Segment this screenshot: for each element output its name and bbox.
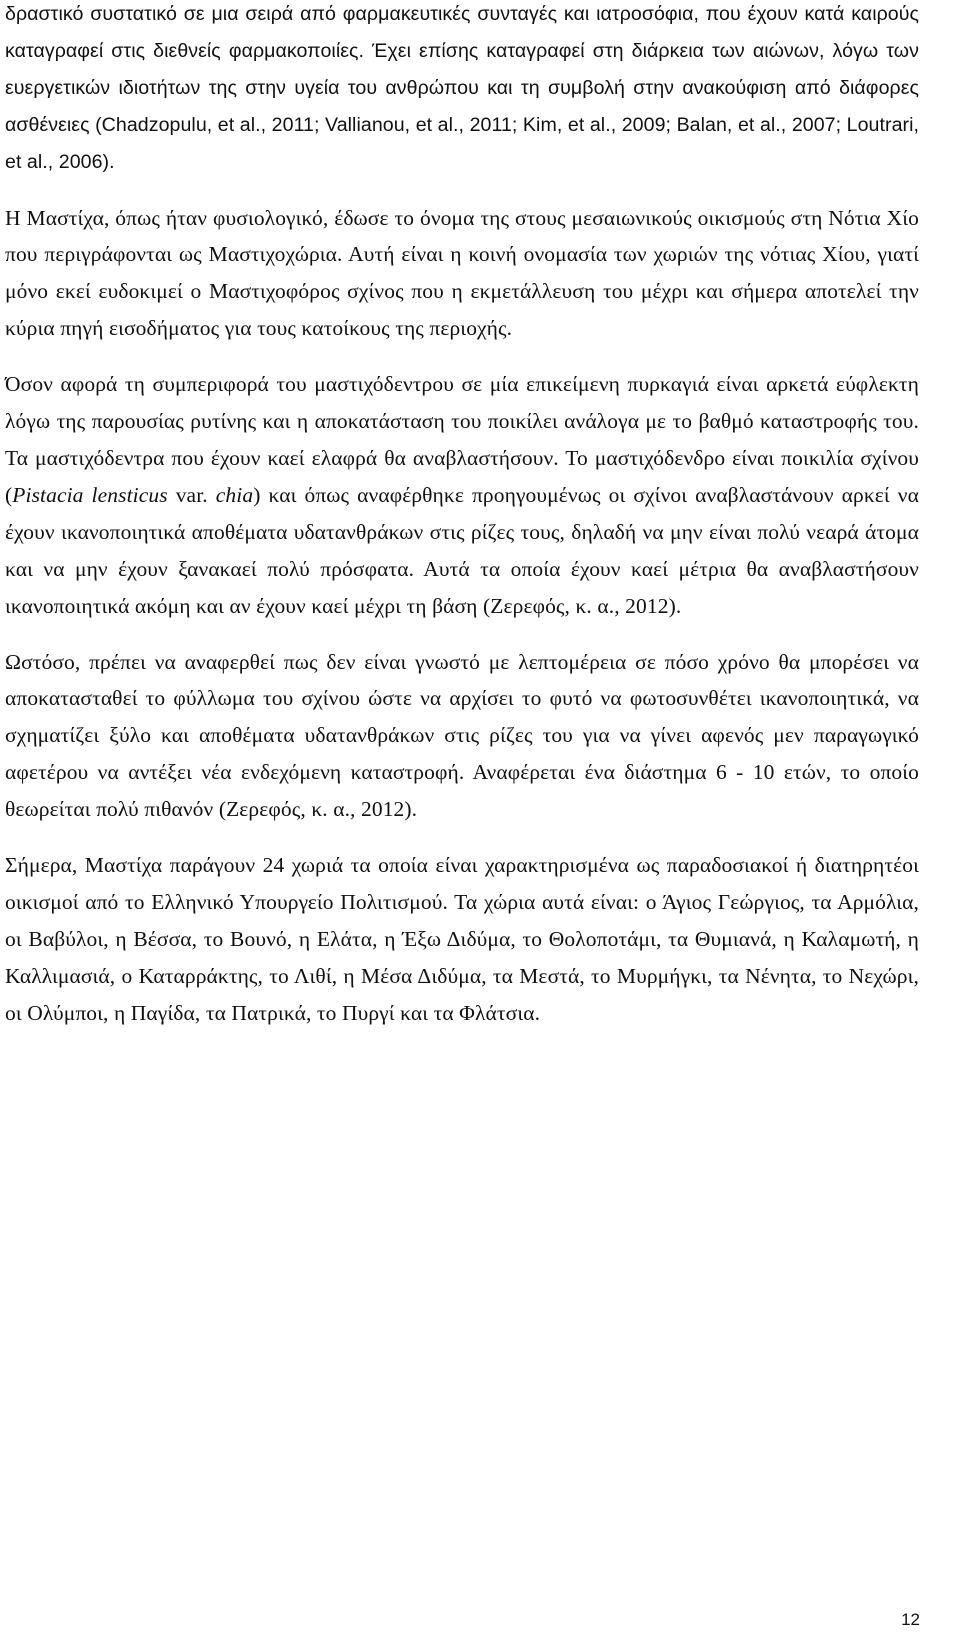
paragraph-3-text-before: Όσον αφορά τη συμπεριφορά του μαστιχόδεντρου σε μία επικείμενη πυρκαγιά είναι αρκετά εύφλεκτη λόγω της παρουσίας ρυτίνης και η αποκατάσταση του ποικίλει ανάλογα με το βαθμό καταστροφής του. Τα μαστιχόδεντρα που έχουν καεί ελαφρά θα αναβλαστήσουν. Το μαστιχόδενδρο είναι ποικιλία σχίνου ( [5, 372, 919, 507]
paragraph-3 [5, 366, 919, 624]
species-name: Pistacia lensticus [12, 482, 168, 507]
var-label: var. [167, 482, 216, 507]
page-number: 12 [901, 1610, 920, 1629]
paragraph-5: Σήμερα, Μαστίχα παράγουν 24 χωριά τα οποία είναι χαρακτηρισμένα ως παραδοσιακοί ή διατηρητέοι οικισμοί από το Ελληνικό Υπουργείο Πολιτισμού. Τα χώρια αυτά είναι: ο Άγιος Γεώργιος, τα Αρμόλια, οι Βαβύλοι, η Βέσσα, το Βουνό, η Ελάτα, η Έξω Διδύμα, το Θολοποτάμι, τα Θυμιανά, η Καλαμωτή, η Καλλιμασιά, ο Καταρράκτης, το Λιθί, η Μέσα Διδύμα, τα Μεστά, το Μυρμήγκι, τα Νένητα, το Νεχώρι, οι Ολύμποι, η Παγίδα, τα Πατρικά, το Πυργί και τα Φλάτσια. [5, 853, 919, 1025]
paragraph-3-text-after: ) και όπως αναφέρθηκε προηγουμένως οι σχίνοι αναβλαστάνουν αρκεί να έχουν ικανοποιητικά αποθέματα υδατανθράκων στις ρίζες τους, δηλαδή να μην είναι πολύ νεαρά άτομα και να μην έχουν ξανακαεί πολύ πρόσφατα. Αυτά τα οποία έχουν καεί μέτρια θα αναβλαστήσουν ικανοποιητικά ακόμη και αν έχουν καεί μέχρι τη βάση (Ζερεφός, κ. α., 2012). [5, 482, 919, 618]
paragraph-1: δραστικό συστατικό σε μια σειρά από φαρμακευτικές συνταγές και ιατροσόφια, που έχουν κατά καιρούς καταγραφεί στις διεθνείς φαρμακοποιίες. Έχει επίσης καταγραφεί στη διάρκεια των αιώνων, λόγω των ευεργετικών ιδιοτήτων της στην υγεία του ανθρώπου και τη συμβολή στην ανακούφιση από διάφορες ασθένειες (Chadzopulu, et al., 2011; Vallianou, et al., 2011; Kim, et al., 2009; Balan, et al., 2007; Loutrari, et al., 2006). [5, 3, 919, 173]
variety-name: chia [215, 482, 254, 507]
paragraph-4: Ωστόσο, πρέπει να αναφερθεί πως δεν είναι γνωστό με λεπτομέρεια σε πόσο χρόνο θα μπορέσει να αποκατασταθεί το φύλλωμα του σχίνου ώστε να αρχίσει το φυτό να φωτοσυνθέτει ικανοποιητικά, να σχηματίζει ξύλο και αποθέματα υδατανθράκων στις ρίζες του για να γίνει αφενός μεν παραγωγικό αφετέρου να αντέξει νέα ενδεχόμενη καταστροφή. Αναφέρεται ένα διάστημα 6 - 10 ετών, το οποίο θεωρείται πολύ πιθανόν (Ζερεφός, κ. α., 2012). [5, 649, 919, 822]
paragraph-2: Η Μαστίχα, όπως ήταν φυσιολογικό, έδωσε το όνομα της στους μεσαιωνικούς οικισμούς στη Νότια Χίο που περιγράφονται ως Μαστιχοχώρια. Αυτή είναι η κοινή ονομασία των χωριών της νότιας Χίου, γιατί μόνο εκεί ευδοκιμεί ο Μαστιχοφόρος σχίνος που η εκμετάλλευση του μέχρι και σήμερα αποτελεί την κύρια πηγή εισοδήματος για τους κατοίκους της περιοχής. [5, 205, 919, 341]
document-body [5, 0, 919, 1051]
